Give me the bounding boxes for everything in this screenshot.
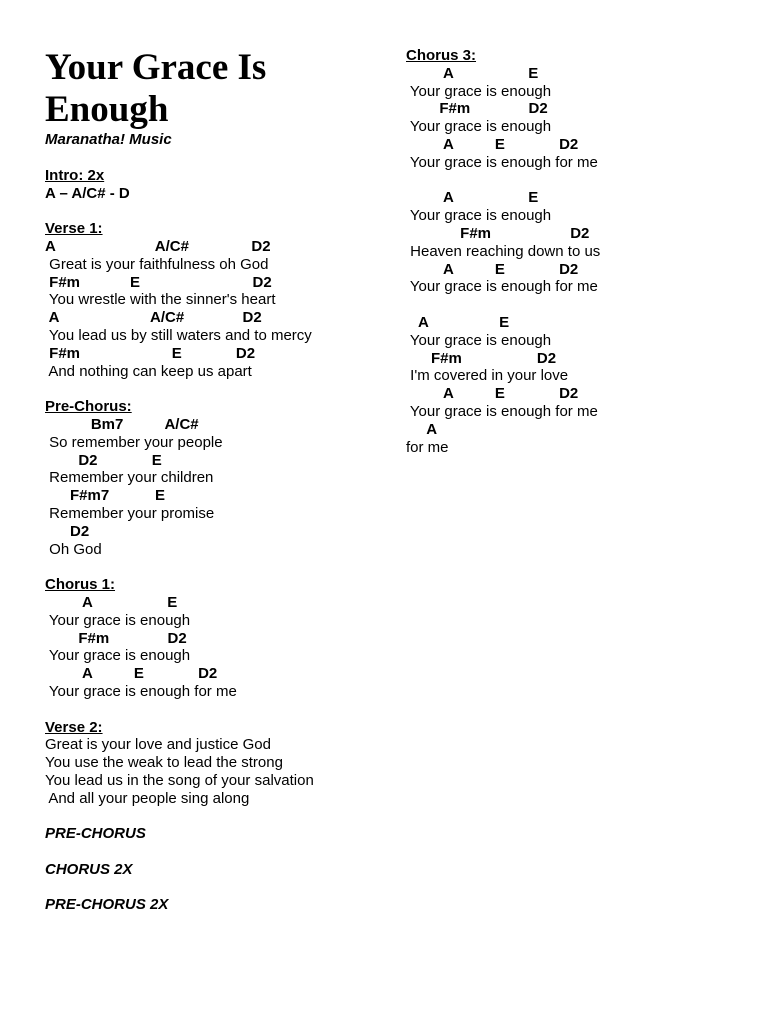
- lyric-line: Remember your children: [45, 469, 214, 487]
- spacer: [406, 172, 746, 190]
- section-cue: PRE-CHORUS: [45, 825, 146, 843]
- spacer: [45, 879, 385, 897]
- lyric-line: Your grace is enough: [406, 82, 552, 100]
- chord-line: A E: [406, 64, 539, 82]
- left-column: [45, 0, 385, 914]
- section-label: Chorus 1:: [45, 576, 116, 594]
- lyric-line: Remember your promise: [45, 504, 215, 522]
- lyric-line: And nothing can keep us apart: [45, 362, 252, 380]
- lyric-line: You lead us by still waters and to mercy: [45, 326, 312, 344]
- spacer: [45, 807, 385, 825]
- chord-line: F#m D2: [45, 629, 187, 647]
- spacer: [406, 296, 746, 314]
- section-cue: CHORUS 2X: [45, 860, 133, 878]
- song-title: Your Grace Is Enough: [45, 47, 267, 130]
- chord-line: A: [406, 420, 438, 438]
- chord-line: F#m D2: [406, 349, 557, 367]
- lyric-line: You lead us in the song of your salvation: [45, 771, 314, 789]
- chord-line: A – A/C# - D: [45, 184, 130, 202]
- lyric-line: Oh God: [45, 540, 102, 558]
- lyric-line: Great is your love and justice God: [45, 736, 271, 754]
- right-column: [406, 0, 746, 456]
- chord-line: F#m7 E: [45, 487, 166, 505]
- spacer: [45, 843, 385, 861]
- lyric-line: Great is your faithfulness oh God: [45, 255, 269, 273]
- lyric-line: Heaven reaching down to us: [406, 242, 601, 260]
- section-label: Intro: 2x: [45, 166, 105, 184]
- chord-line: A E D2: [45, 665, 218, 683]
- lyric-line: Your grace is enough for me: [406, 278, 598, 296]
- publisher: Maranatha! Music: [45, 131, 172, 148]
- section-cue: PRE-CHORUS 2X: [45, 896, 169, 914]
- lyric-line: So remember your people: [45, 433, 223, 451]
- lyric-line: Your grace is enough for me: [45, 682, 237, 700]
- chord-line: D2: [45, 522, 90, 540]
- chord-line: A E D2: [406, 260, 579, 278]
- lyric-line: And all your people sing along: [45, 789, 250, 807]
- lyric-line: Your grace is enough: [45, 647, 191, 665]
- section-label: Verse 2:: [45, 718, 103, 736]
- chord-line: A E: [45, 593, 178, 611]
- lyric-line: Your grace is enough for me: [406, 153, 598, 171]
- lyric-line: Your grace is enough: [406, 207, 552, 225]
- left-sheet: [45, 149, 385, 914]
- section-label: Verse 1:: [45, 220, 103, 238]
- lyric-line: You use the weak to lead the strong: [45, 754, 283, 772]
- lyric-line: Your grace is enough: [406, 118, 552, 136]
- lyric-line: Your grace is enough: [45, 611, 191, 629]
- chord-line: F#m D2: [406, 100, 548, 118]
- spacer: [45, 149, 385, 167]
- chord-line: A E: [406, 313, 510, 331]
- section-label: Pre-Chorus:: [45, 398, 132, 416]
- lyric-line: for me: [406, 438, 449, 456]
- chord-line: A E: [406, 189, 539, 207]
- lyric-line: Your grace is enough: [406, 331, 552, 349]
- spacer: [45, 380, 385, 398]
- chord-line: F#m E D2: [45, 273, 272, 291]
- right-sheet: [406, 47, 746, 456]
- chord-line: A A/C# D2: [45, 237, 271, 255]
- lyric-line: You wrestle with the sinner's heart: [45, 291, 276, 309]
- spacer: [45, 558, 385, 576]
- lyric-line: Your grace is enough for me: [406, 402, 598, 420]
- chord-line: A E D2: [406, 385, 579, 403]
- spacer: [45, 202, 385, 220]
- chord-line: A E D2: [406, 135, 579, 153]
- section-label: Chorus 3:: [406, 47, 477, 64]
- lyric-line: I'm covered in your love: [406, 367, 569, 385]
- chord-line: D2 E: [45, 451, 162, 469]
- chord-line: A A/C# D2: [45, 309, 262, 327]
- chord-line: F#m E D2: [45, 344, 256, 362]
- chord-line: Bm7 A/C#: [45, 415, 199, 433]
- chord-line: F#m D2: [406, 224, 590, 242]
- spacer: [45, 701, 385, 719]
